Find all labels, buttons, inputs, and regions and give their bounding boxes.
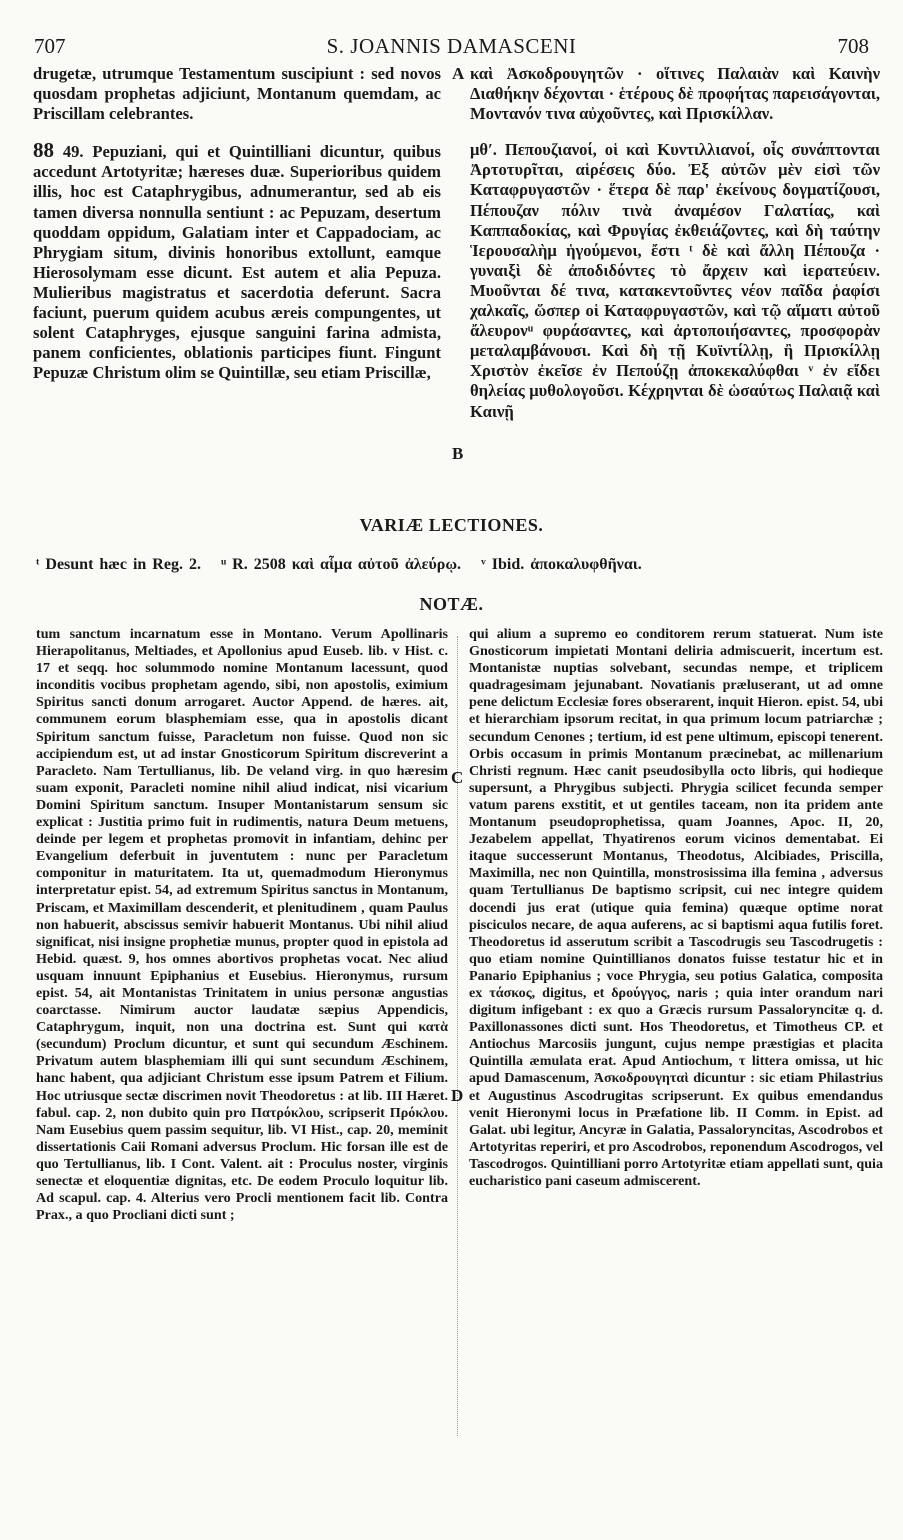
greek-text-column [470,64,880,422]
greek-paragraph: καὶ Ἀσκοδρουγητῶν · οἵτινες Παλαιὰν καὶ Καινὴν Διαθήκην δέχονται · ἑτέρους δὲ προφήτας παρεισάγονται, Μοντανόν τινα αὐχοῦντες, καὶ Πρισκίλλαν. [470,64,880,124]
variae-lectiones-line [36,556,886,574]
page-number-left: 707 [34,34,66,58]
margin-letter-b: B [452,444,464,463]
greek-paragraph: μθʹ. Πεπουζιανοί, οἱ καὶ Κυντιλλιανοί, οἷς συνάπτονται Ἀρτοτυρῖται, αἱρέσεις δύο. Ἐξ αὐτῶν μὲν εἰσὶ τῶν Καταφρυγαστῶν · ἕτερα δὲ παρ' ἐκείνους δογματίζουσι, Πέπουζαν πόλιν τινὰ ἀναμέσον Γαλατίας, καὶ Καππαδοκίας, καὶ Φρυγίας ἐκθειάζοντες, καὶ δὴ ταύτην Ἱερουσαλὴμ ἡγούμενοι, ἔστι ᵗ δὲ καὶ ἄλλη Πέπουζα · γυναιξὶ δὲ ἀποδιδόντες τὸ ἄρχειν καὶ ἱερατεύειν. Μυοῦνται δέ τινα, κατακεντοῦντες νέον παῖδα ῥαφίσι χαλκαῖς, ὥσπερ οἱ Καταφρυγαστῶν, καὶ τῷ αἵματι αὐτοῦ ἄλευρονᵘ φυράσαντες, καὶ ἀρτοποιήσαντες, προσφορὰν μεταλαμβάνουσι. Καὶ δὴ τῇ Κυϊντίλλῃ, ἢ Πρισκίλλῃ Χριστὸν ἐκεῖσε ἐν Πεπούζῃ ἀποκεκαλύφθαι ᵛ ἐν εἴδει θηλείας μυθολογοῦσι. Κέχρηνται δὲ ὡσαύτως Παλαιᾷ καὶ Καινῇ [470,140,880,421]
latin-paragraph-text: 49. Pepuziani, qui et Quintilliani dicuntur, quibus accedunt Artotyritæ; hæreses duæ. Superioribus quidem illis, hoc est Cataphrygibus, adnumerantur, sed ab eis tamen diversa nonnulla sentiunt : ac Pepuzam, desertum quoddam oppidum, Galatiam inter et Cappadociam, ac Phrygiam situm, divinis honoribus extollunt, eamque Hierosolymam esse dicunt. Est autem et alia Pepuza. Mulieribus magistratus et sacerdotia deferunt. Sacra faciunt, puerum quidem acubus æreis compungentes, ut solent Cataphryges, ejusque sanguini farina admista, panem conficientes, oblationis participes fiunt. Fingunt Pepuzæ Christum olim se Quintillæ, seu etiam Priscillæ, [33,142,441,383]
variant-reading-u: ᵘ R. 2508 καὶ αἷμα αὐτοῦ ἀλεύρῳ. [220,556,462,573]
latin-paragraph [33,140,441,383]
latin-text-column [33,64,441,383]
notes-text: tum sanctum incarnatum esse in Montano. Verum Apollinaris Hierapolitanus, Meltiades, et Apollonius apud Euseb. lib. v Hist. c. 17 et seqq. hoc solummodo nomine Montanum lacessunt, quod inconditis vocibus prophetam agendo, sibi, non apostolis, eximium Spiritus sancti donum arrogaret. Auctor Append. de hæres. ait, communem eorum blasphemiam esse, qua in apostolis dicant Spiritum sanctum fuisse, Paracletum non fuisse. Quod non sic accipiendum est, ut ad instar Gnosticorum Spiritum discreverint a Paracleto. Nam Tertullianus, lib. De veland virg. in quo hæresim suam exponit, Paracleti nomine nihil aliud indicat, nisi vicarium Domini Spiritum sanctum. Insuper Montanistarum sensum sic explicat : Justitia primo fuit in rudimentis, natura Deum metuens, deinde per legem et prophetas promovit in infantiam, dehinc per Evangelium deferbuit in juventutem : nunc per Paracletum componitur in maturitatem. Ita ut, quemadmodum Hieronymus interpretatur epist. 54, ad extremum Spiritus sanctus in Montanum, Priscam, et Maximillam descenderit, et plenitudinem , quam Paulus non habuerit, abscissus semivir habuerit Montanus. Ubi nihil aliud significat, nisi insigne prophetiæ munus, propter quod in epistola ad Hebid. quæst. 9, hos omnes abortivos prophetas vocat. Nec aliud usquam innuunt Epiphanius et Eusebius. Hieronymus, rursum epist. 54, ait Montanistas Trinitatem in unius personæ angustias coarctasse. Nimirum auctor laudatæ sæpius Appendicis, Cataphrygum, inquit, non una doctrina est. Sunt qui κατὰ (secundum) Proclum dicuntur, et sunt qui secundum Æschinem. Privatum autem blasphemiam illi qui sunt secundum Æschinem, hanc habent, qua adjiciant Christum esse ipsum Patrem et Filium. Hoc utriusque sectæ discrimen novit Theodoretus : at lib. III Hæret. fabul. cap. 2, non dubito quin pro Πατρόκλου, scripserit Πρόκλου. Nam Eusebius quem passim sequitur, lib. VI Hist., cap. 20, meminit dissertationis Caii Romani adversus Proclum. Hic forsan ille est de quo Tertullianus, lib. I Cont. Valent. ait : Proculus noster, virginis senectæ et eloquentiæ dignitas, etc. De eodem Proculo loquitur lib. Ad scapul. cap. 4. Alterius vero Procli mentionem facit lib. Contra Prax., a quo Procliani dicti sunt ; [36,626,448,1224]
variant-reading-v: ᵛ Ibid. ἀποκαλυφθῆναι. [481,556,642,573]
margin-letter-a: A [452,64,465,83]
notae-heading: NOTÆ. [419,594,484,614]
column-divider [457,636,458,1436]
notes-text: qui alium a supremo eo conditorem rerum statuerat. Num iste Gnosticorum impietati Montani deliria admiscuerit, incertum est. Montanistæ nuptias solvebant, secundas nempe, et triplicem quadragesimam jejunabant. Novatianis præluserant, ut ad omne pene delictum Ecclesiæ fores obserarent, inquit Hieron. epist. 54, ubi et hierarchiam ipsorum recitat, in qua primum locum patriarchæ ; secundum Cenones ; tertium, id est pene ultimum, episcopi tenerent. Orbis occasum in primis Montanum præcinebat, ac millenarium Christi regnum. Hæc canit pseudosibylla octo libris, qui hodieque supersunt, a Phrygibus subjecti. Phrygia scilicet fecunda semper vatum parens exstitit, et ut gentiles taceam, non ita pridem ante Montanum pseudoprophetissa, quam Joannes, Apoc. II, 20, Jezabelem appellat, Thyatirenos eorum vicinos dementabat. Ei itaque successerunt Montanus, Theodotus, Alcibiades, Priscilla, Maximilla, nec non Quintilla, monstrosissima illa femina , adversus quam Tertullianus De baptismo scripsit, cui nec integre quidem docendi jus erat (utique quia femina) quæque optime norat pisciculos necare, de aqua auferens, ac si baptismi aqua futilis foret. Theodoretus id asserutum scribit a Tascodrugis seu Tascodrugetis : quo etiam nomine Quintillianos donatos fuisse testatur hic et in Panario Epiphanius ; voce Phrygia, seu potius Galatica, composita ex τάσκος, digitus, et δρούγγος, naris ; quia inter orandum nari digitum infigebant : ex quo a Græcis rursum Passaloryncitæ q. d. Paxillonassones dicti sunt. Hos Theodoretus, et Timotheus CP. et Antiochus Marcosiis jungunt, cujus nempe præstigias et placita Quintilla æmulata erat. Apud Antiochum, τ littera omissa, ut hic apud Damascenum, Ἀσκοδρουγηταὶ dicuntur : sic etiam Philastrius et Augustinus Ascodrugitas scripserunt. Ex quibus emendandus venit Hieronymi locus in Præfatione lib. II Comm. in Epist. ad Galat. ubi legitur, Ancyræ in Galatia, Passaloryncitas, Ascodrobos et Artotyritas reperiri, et pro Ascodrobos, reponendum Ascodrogos, vel Tascodrogos. Quintilliani porro Artotyritæ etiam appellati sunt, quia eucharistico pani caseum admiscerent. [469,626,883,1189]
notes-left-column [36,626,448,1224]
latin-paragraph: drugetæ, utrumque Testamentum suscipiunt : sed novos quosdam prophetas adjiciunt, Montanum quemdam, ac Priscillam celebrantes. [33,64,441,124]
section-number: 88 [33,138,54,163]
notes-right-column [469,626,883,1190]
margin-letter-c: C [451,768,464,787]
running-title: S. JOANNIS DAMASCENI [326,34,577,58]
running-header [0,34,903,62]
page-number-right: 708 [837,34,869,58]
variant-reading-t: ᵗ Desunt hæc in Reg. 2. [36,556,201,573]
margin-letter-d: D [451,1086,464,1105]
variae-lectiones-heading: VARIÆ LECTIONES. [359,515,544,535]
